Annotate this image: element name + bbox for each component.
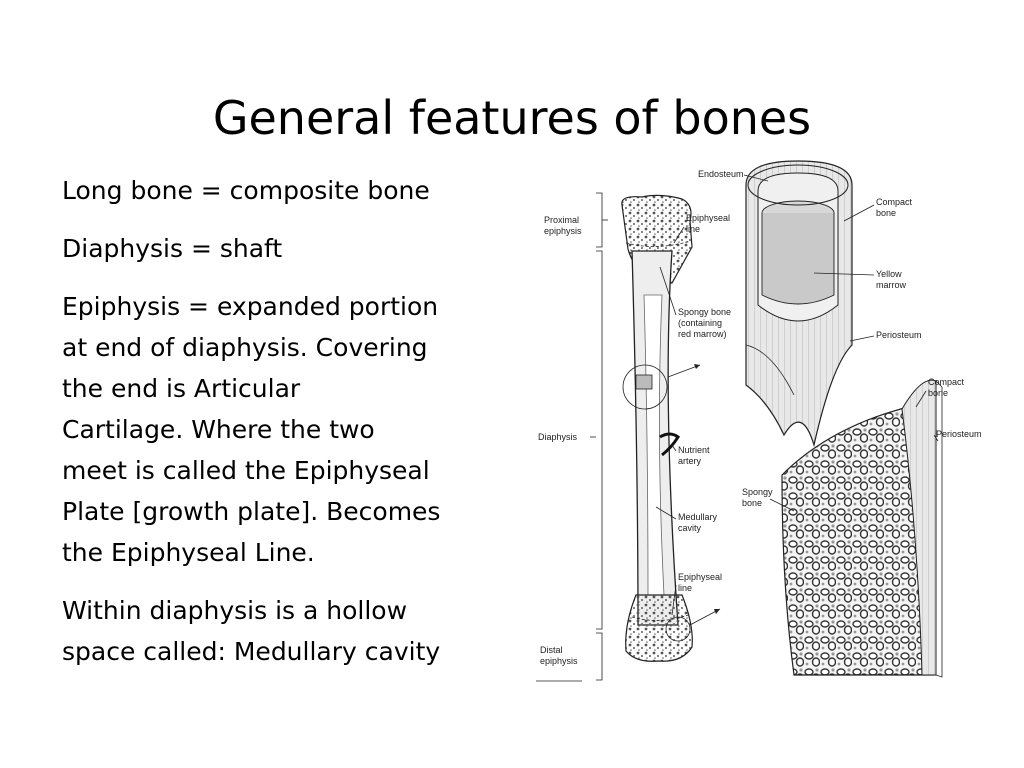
- long-bone-diagram: [532, 155, 992, 685]
- paragraph-medullary-cavity: Within diaphysis is a hollow space called: Medullary cavity: [62, 596, 441, 666]
- label-yellow-marrow: Yellow marrow: [876, 269, 907, 290]
- bone-diagram-svg: [532, 155, 992, 685]
- label-periosteum-bottom: Periosteum: [936, 429, 982, 439]
- paragraph-long-bone: Long bone = composite bone: [62, 176, 430, 205]
- body-text: [62, 170, 542, 689]
- label-compact-bone-top: Compact bone: [876, 197, 913, 218]
- label-nutrient-artery: Nutrient artery: [678, 445, 710, 466]
- label-periosteum-top: Periosteum: [876, 330, 922, 340]
- label-diaphysis: Diaphysis: [538, 432, 578, 442]
- paragraph-epiphysis: Epiphysis = expanded portion at end of diaphysis. Covering the end is Articular Cartilage. Where the two meet is called the Epiphyseal Plate [growth plate]. Becomes the Epiphyseal Line.: [62, 292, 441, 567]
- label-endosteum: Endosteum: [698, 169, 744, 179]
- label-distal-epiphysis: Distal epiphysis: [540, 645, 578, 666]
- label-spongy-bone: Spongy bone: [742, 487, 773, 508]
- label-epiphyseal-line-top: Epiphyseal line: [686, 213, 731, 234]
- long-bone: [622, 195, 720, 661]
- label-spongy-bone-marrow: Spongy bone (containing red marrow): [678, 307, 732, 339]
- label-proximal-epiphysis: Proximal epiphysis: [544, 215, 582, 236]
- label-compact-bone-bottom: Compact bone: [928, 377, 965, 398]
- label-medullary-cavity: Medullary cavity: [678, 512, 718, 533]
- distal-epiphysis-shape: [626, 595, 693, 661]
- slide-title: General features of bones: [212, 91, 812, 145]
- paragraph-diaphysis: Diaphysis = shaft: [62, 234, 283, 263]
- label-epiphyseal-line-bottom: Epiphyseal line: [678, 572, 723, 593]
- shaft-detail: [746, 161, 852, 445]
